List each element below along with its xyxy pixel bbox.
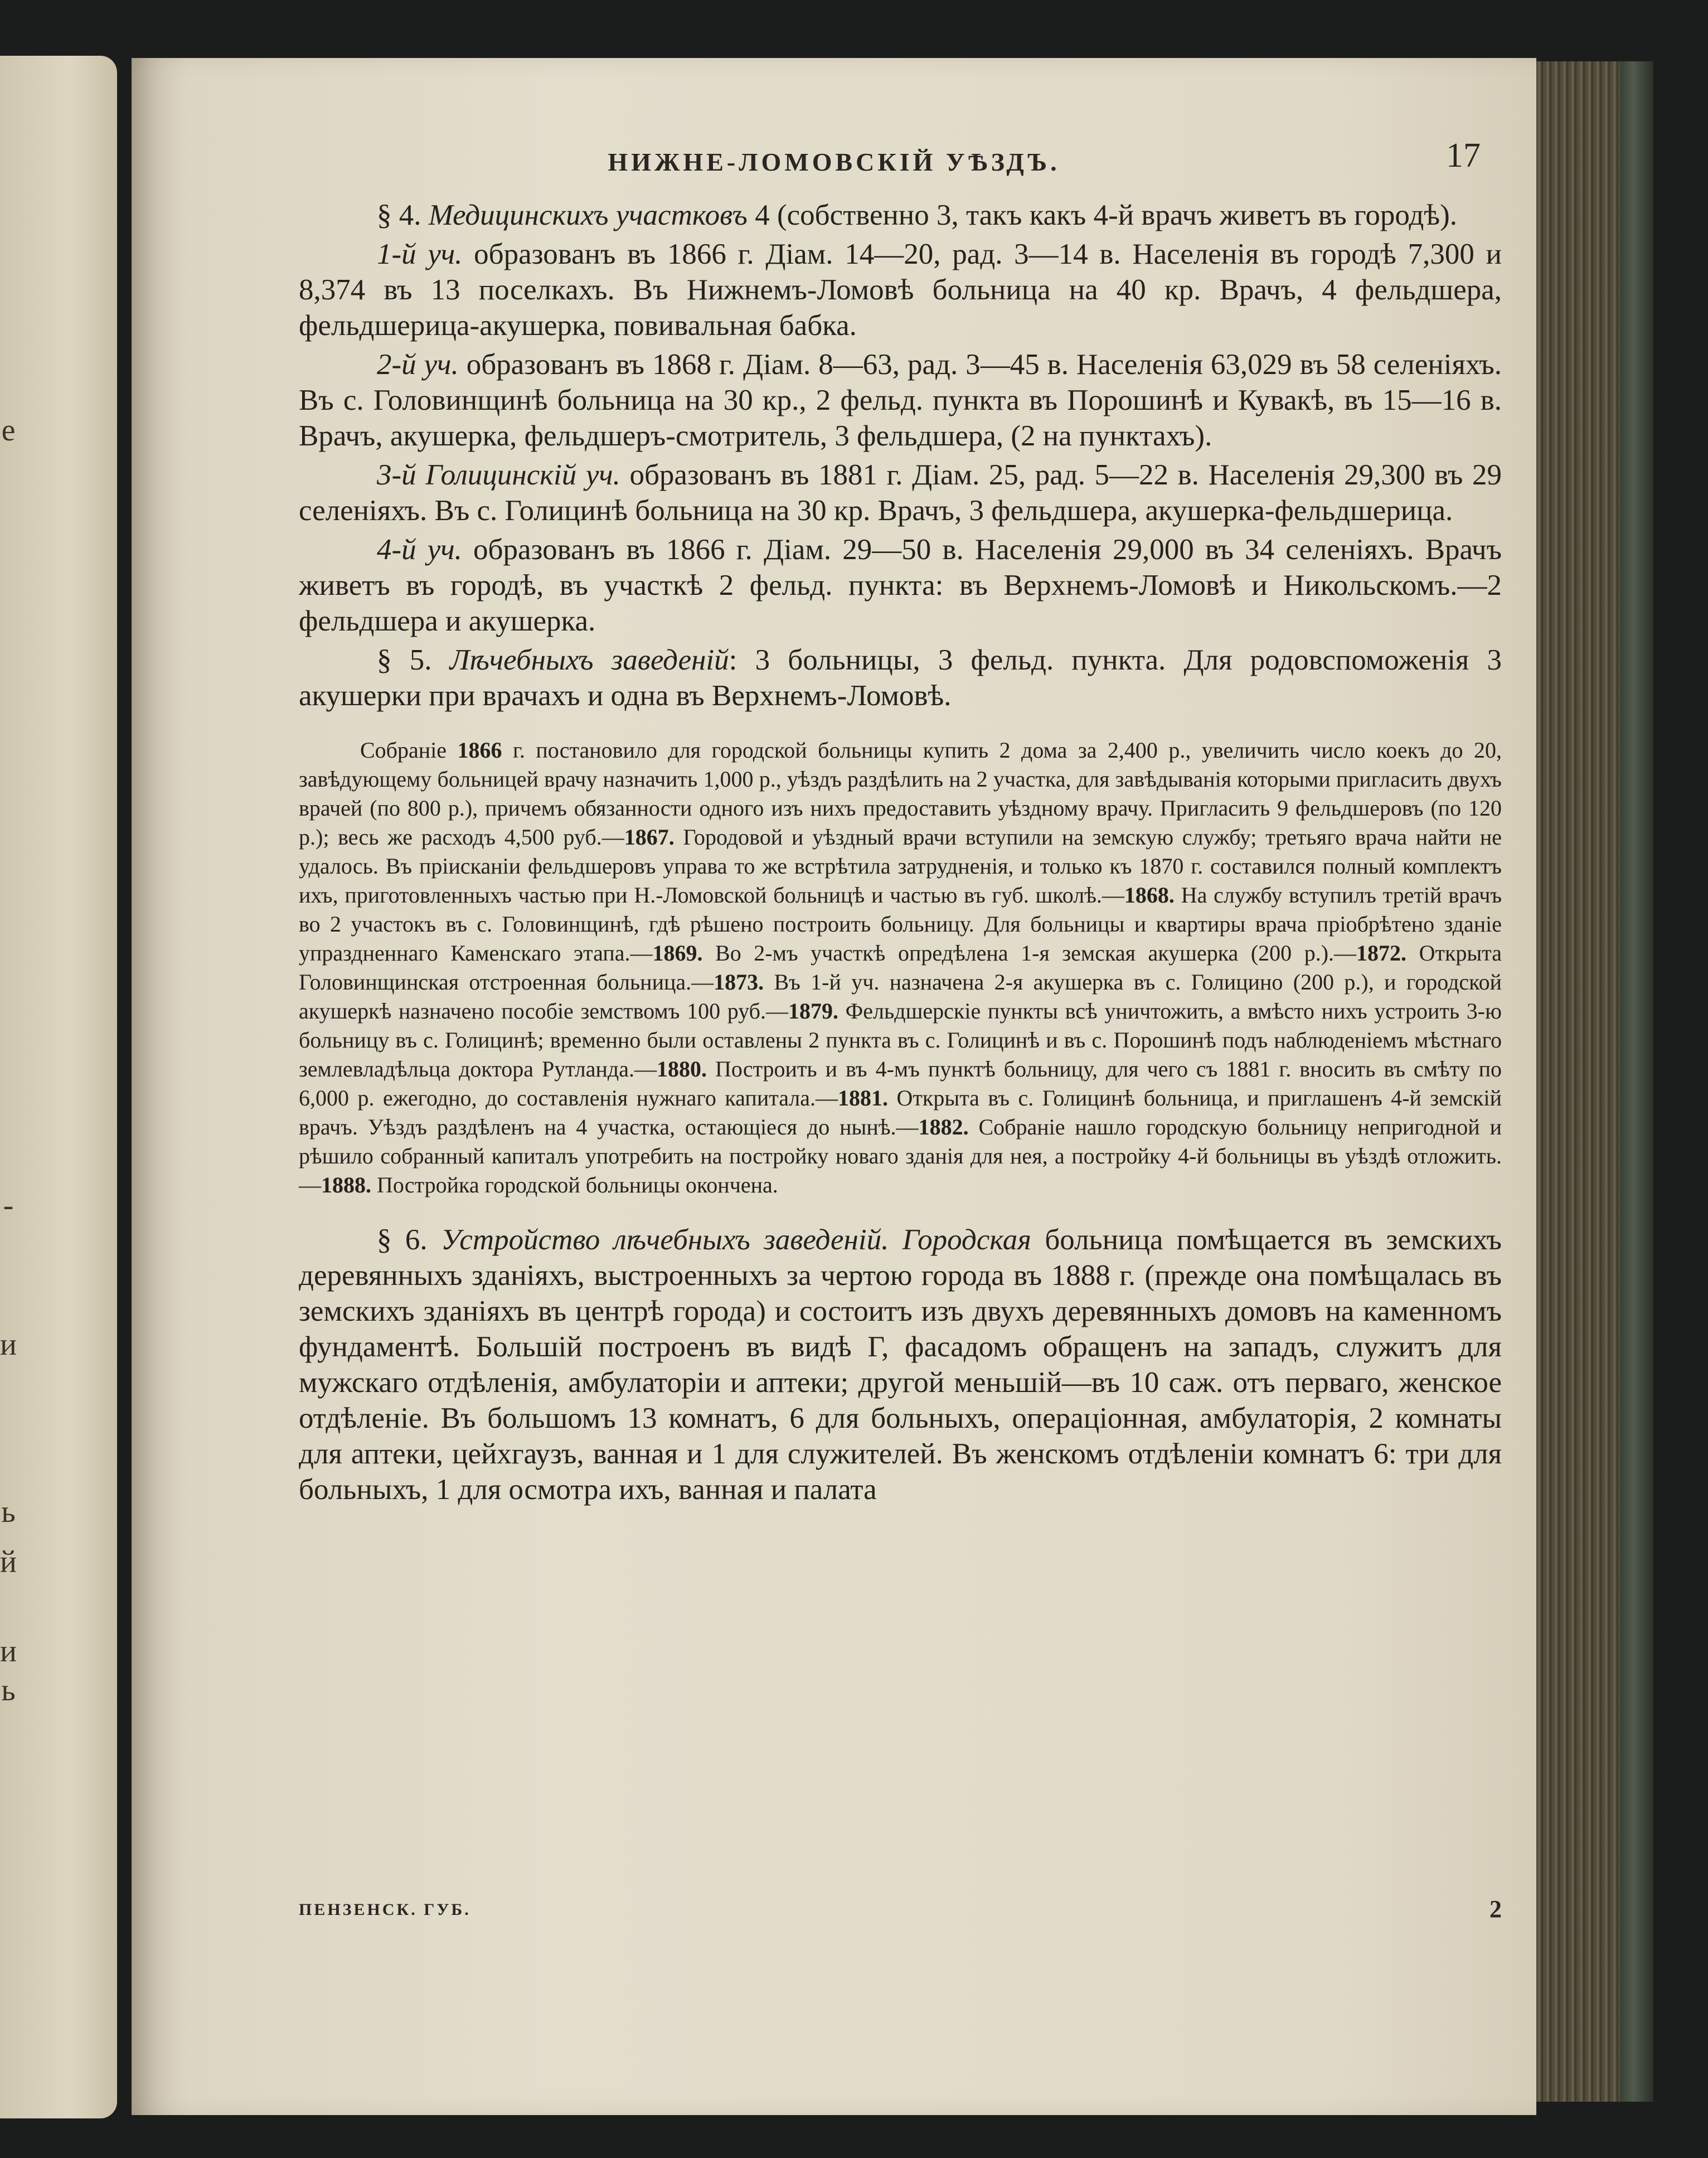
history-year: 1882.: [918, 1114, 969, 1139]
left-page-fragment: -: [3, 1188, 14, 1223]
history-text: Собраніе нашло городскую больницу непригодной и рѣшило собранный капиталъ употребить на постройку новаго зданія для нея, а постройку 4-й больницы въ уѣздѣ отложить.—: [299, 1114, 1502, 1197]
book-page: [132, 58, 1536, 2115]
history-year: 1869.: [652, 940, 703, 966]
history-text: На службу вступилъ третій врачъ во 2 участокъ въ с. Головинщинѣ, гдѣ рѣшено построить больницу. Для больницы и квартиры врача пріобрѣтено зданіе упраздненнаго Каменскаго этапа.—: [299, 882, 1502, 966]
history-text: Во 2-мъ участкѣ опредѣлена 1-я земская акушерка (200 р.).—: [702, 940, 1357, 966]
history-text: Въ 1-й уч. назначена 2-я акушерка въ с. Голицино (200 р.), и городской акушеркѣ назначено пособіе земствомъ 100 руб.—: [299, 969, 1502, 1024]
header-title: НИЖНЕ-ЛОМОВСКІЙ УѢЗДЪ.: [608, 148, 1060, 176]
history-text: Построить и въ 4-мъ пунктѣ больницу, для чего съ 1881 г. вносить въ смѣту по 6,000 р. ежегодно, до составленія нужнаго капитала.—: [299, 1056, 1502, 1110]
paragraph-section-6: § 6. Устройство лѣчебныхъ заведеній. Городская больница помѣщается въ земскихъ деревянныхъ зданіяхъ, выстроенныхъ за чертою города въ 1888 г. (прежде она помѣщалась въ земскихъ зданіяхъ въ центрѣ города) и состоитъ изъ двухъ деревянныхъ домовъ на каменномъ фундаментѣ. Большій построенъ въ видѣ Г, фасадомъ обращенъ на западъ, служитъ для мужскаго отдѣленія, амбулаторіи и аптеки; другой меньшій—въ 10 саж. отъ перваго, женское отдѣленіе. Въ большомъ 13 комнатъ, 6 для больныхъ, операціонная, амбулаторія, 2 комнаты для аптеки, цейхгаузъ, ванная и 1 для служителей. Въ женскомъ отдѣленіи комнатъ 6: три для больныхъ, 1 для осмотра ихъ, ванная и палата: [299, 1224, 1502, 1506]
sheet-number: 2: [1489, 1895, 1502, 1923]
history-year: 1867.: [624, 825, 675, 850]
history-text: Фельдшерскіе пункты всѣ уничтожить, а вмѣсто нихъ устроить 3-ю больницу въ с. Голицинѣ; временно были оставлены 2 пункта въ с. Голицинѣ и въ с. Порошинѣ подъ наблюденіемъ мѣстнаго землевладѣльца доктора Рутланда.—: [299, 998, 1502, 1082]
history-text: Собраніе: [360, 738, 458, 763]
history-text: Открыта Головинщинская отстроенная больница.—: [299, 940, 1502, 995]
signature-mark: ПЕНЗЕНСК. ГУБ.: [299, 1900, 471, 1919]
page-footer: [299, 1895, 1502, 1934]
left-page-fragment: й: [0, 1545, 17, 1579]
history-year: 1873.: [714, 969, 764, 995]
left-page-fragment: е: [1, 413, 16, 448]
paragraph-district-1: 1-й уч. образованъ въ 1866 г. Діам. 14—20, рад. 3—14 в. Населенія въ городѣ 7,300 и 8,374 въ 13 поселкахъ. Въ Нижнемъ-Ломовѣ больница на 40 кр. Врачъ, 4 фельдшера, фельдшерица-акушерка, повивальная бабка.: [299, 238, 1502, 342]
history-text: г. постановило для городской больницы купить 2 дома за 2,400 р., увеличить число коекъ до 20, завѣдующему больницей врачу назначить 1,000 р., уѣздъ раздѣлить на 2 участка, для завѣдыванія которыми пригласить двухъ врачей (по 800 р.), причемъ обязанности одного изъ нихъ предоставить уѣздному врачу. Пригласить 9 фельдшеровъ (по 120 р.); весь же расходъ 4,500 руб.—: [299, 738, 1502, 850]
paragraph-district-3: 3-й Голицинскій уч. образованъ въ 1881 г. Діам. 25, рад. 5—22 в. Населенія 29,300 въ 29 селеніяхъ. Въ с. Голицинѣ больница на 30 кр. Врачъ, 3 фельдшера, акушерка-фельдшерица.: [299, 459, 1502, 527]
history-text: Городовой и уѣздный врачи вступили на земскую службу; третьяго врача найти не удалось. Въ пріисканіи фельдшеровъ управа то же встрѣтила затрудненія, и только къ 1870 г. составился полный комплектъ ихъ, приготовленныхъ частью при Н.-Ломовской больницѣ и частью въ губ. школѣ.—: [299, 825, 1502, 908]
history-text: Открыта въ с. Голицинѣ больница, и приглашенъ 4-й земскій врачъ. Уѣздъ раздѣленъ на 4 участка, остающіеся до нынѣ.—: [299, 1085, 1502, 1139]
history-year: 1868.: [1124, 882, 1175, 908]
page-edges: [1536, 61, 1653, 2102]
history-text: Постройка городской больницы окончена.: [371, 1172, 778, 1197]
page-number: 17: [1446, 137, 1481, 174]
left-page-fragment: ь: [1, 1673, 16, 1708]
history-year: 1872.: [1356, 940, 1407, 966]
running-header: [132, 136, 1536, 192]
history-year: 1866: [457, 738, 502, 763]
history-year: 1881.: [838, 1085, 889, 1110]
left-page-fragment: и: [0, 1634, 17, 1669]
paragraph-section-5: § 5. Лѣчебныхъ заведеній: 3 больницы, 3 фельд. пункта. Для родовспоможенія 3 акушерки при врачахъ и одна въ Верхнемъ-Ломовѣ.: [299, 644, 1502, 712]
page-content: [299, 197, 1502, 1892]
left-page-fragment: и: [0, 1327, 17, 1362]
paragraph-district-2: 2-й уч. образованъ въ 1868 г. Діам. 8—63, рад. 3—45 в. Населенія 63,029 въ 58 селеніяхъ. Въ с. Головинщинѣ больница на 30 кр., 2 фельд. пункта въ Порошинѣ и Кувакѣ, въ 15—16 в. Врачъ, акушерка, фельдшеръ-смотритель, 3 фельдшера, (2 на пунктахъ).: [299, 348, 1502, 452]
paragraph-section-4: § 4. Медицинскихъ участковъ 4 (собственно 3, такъ какъ 4-й врачъ живетъ въ городѣ).: [377, 199, 1458, 231]
left-page-edge: [0, 56, 117, 2118]
history-year: 1879.: [788, 998, 839, 1024]
history-paragraph: [299, 736, 1502, 1200]
history-year: 1880.: [656, 1056, 707, 1082]
history-year: 1888.: [321, 1172, 371, 1197]
paragraph-district-4: 4-й уч. образованъ въ 1866 г. Діам. 29—50 в. Населенія 29,000 въ 34 селеніяхъ. Врачъ живетъ въ городѣ, въ участкѣ 2 фельд. пункта: въ Верхнемъ-Ломовѣ и Никольскомъ.—2 фельдшера и акушерка.: [299, 534, 1502, 637]
left-page-fragment: ь: [1, 1495, 16, 1529]
